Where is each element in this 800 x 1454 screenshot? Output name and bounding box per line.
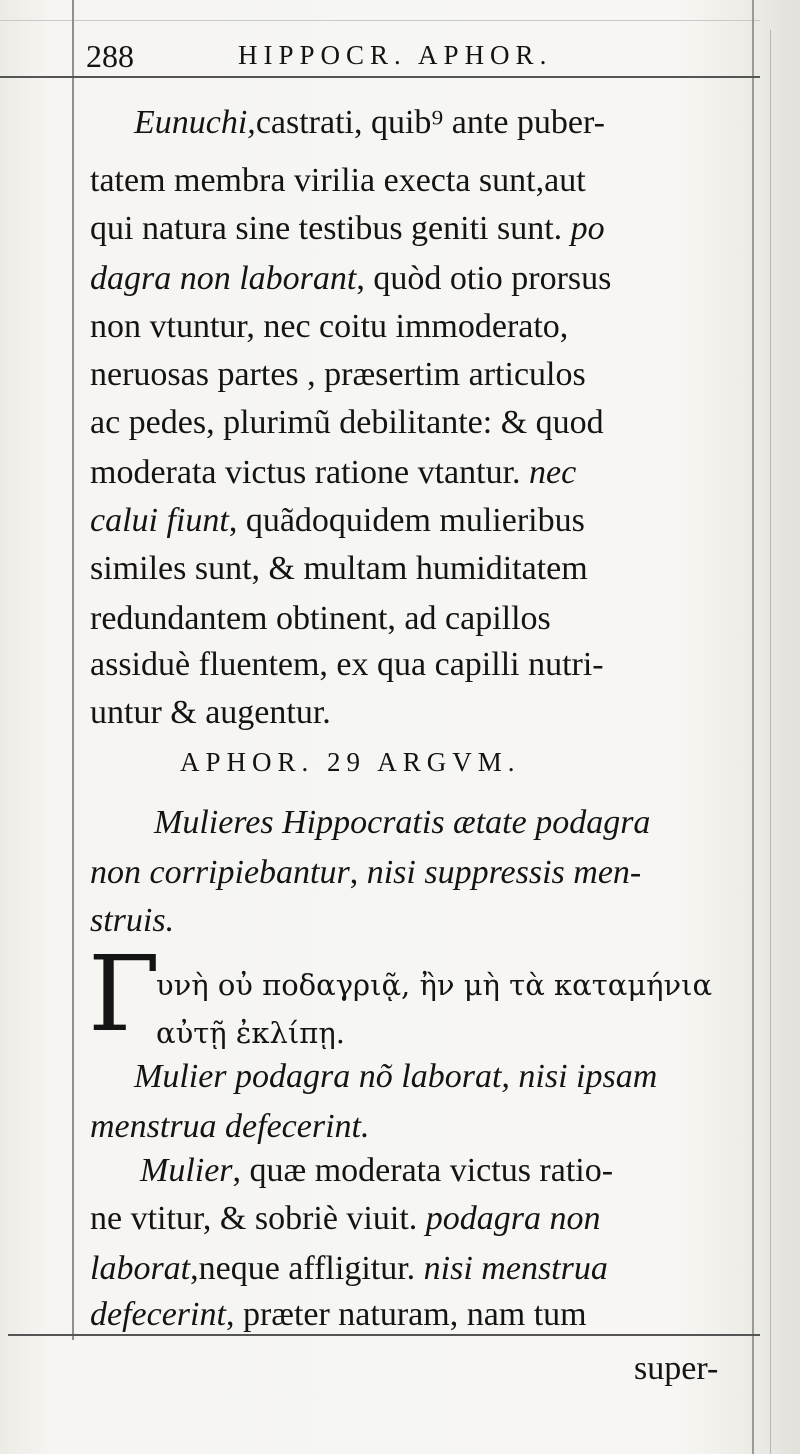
latin-text-line: redundantem obtinent, ad capillos [90,600,551,637]
page-fold-line [770,30,771,1454]
latin-text-line: dagra non laborant, quòd otio prorsus [90,260,612,297]
latin-text-line: neruosas partes , præsertim articulos [90,356,586,393]
latin-text-line: tatem membra virilia execta sunt,aut [90,162,586,199]
commentary-text-line: laborat,neque affligitur. nisi menstrua [90,1250,608,1287]
left-margin-rule [72,0,74,1340]
running-header [86,38,646,78]
commentary-text-line: ne vtitur, & sobriè viuit. podagra non [90,1200,601,1237]
argument-text-line: Mulieres Hippocratis ætate podagra [154,804,651,841]
latin-text-line: ac pedes, plurimũ debilitante: & quod [90,404,604,441]
latin-text-line: assiduè fluentem, ex qua capilli nutri- [90,646,604,683]
argument-text-line: non corripiebantur, nisi suppressis men- [90,854,642,891]
greek-line-2: αὐτῇ ἐκλίπῃ. [156,1016,345,1050]
page-edge [0,20,760,21]
latin-text-line: similes sunt, & multam humiditatem [90,550,588,587]
translation-text-line: menstrua defecerint. [90,1108,370,1145]
aphorism-heading: APHOR. 29 ARGVM. [180,747,521,777]
right-margin-rule [752,0,754,1454]
running-title: HIPPOCR. APHOR. [238,40,553,70]
commentary-text-line: Mulier, quæ moderata victus ratio- [140,1152,614,1189]
page-number: 288 [86,38,134,74]
argument-text-line: struis. [90,902,175,939]
latin-text-line: untur & augentur. [90,694,331,731]
commentary-text-line: defecerint, præter naturam, nam tum [90,1296,587,1333]
latin-text-line: calui fiunt, quãdoquidem mulieribus [90,502,585,539]
latin-text-line: qui natura sine testibus geniti sunt. po [90,210,605,247]
latin-text-line: non vtuntur, nec coitu immoderato, [90,308,569,345]
translation-text-line: Mulier podagra nõ laborat, nisi ipsam [134,1058,658,1095]
latin-text-line: Eunuchi,castrati, quib⁹ ante puber- [134,104,605,141]
greek-dropcap: Γ [88,933,161,1055]
catchword: super- [634,1350,719,1387]
greek-line-1: υνὴ οὐ ποδαγριᾷ, ἢν μὴ τὰ καταμήνια [156,968,713,1002]
latin-text-line: moderata victus ratione vtantur. nec [90,454,577,491]
